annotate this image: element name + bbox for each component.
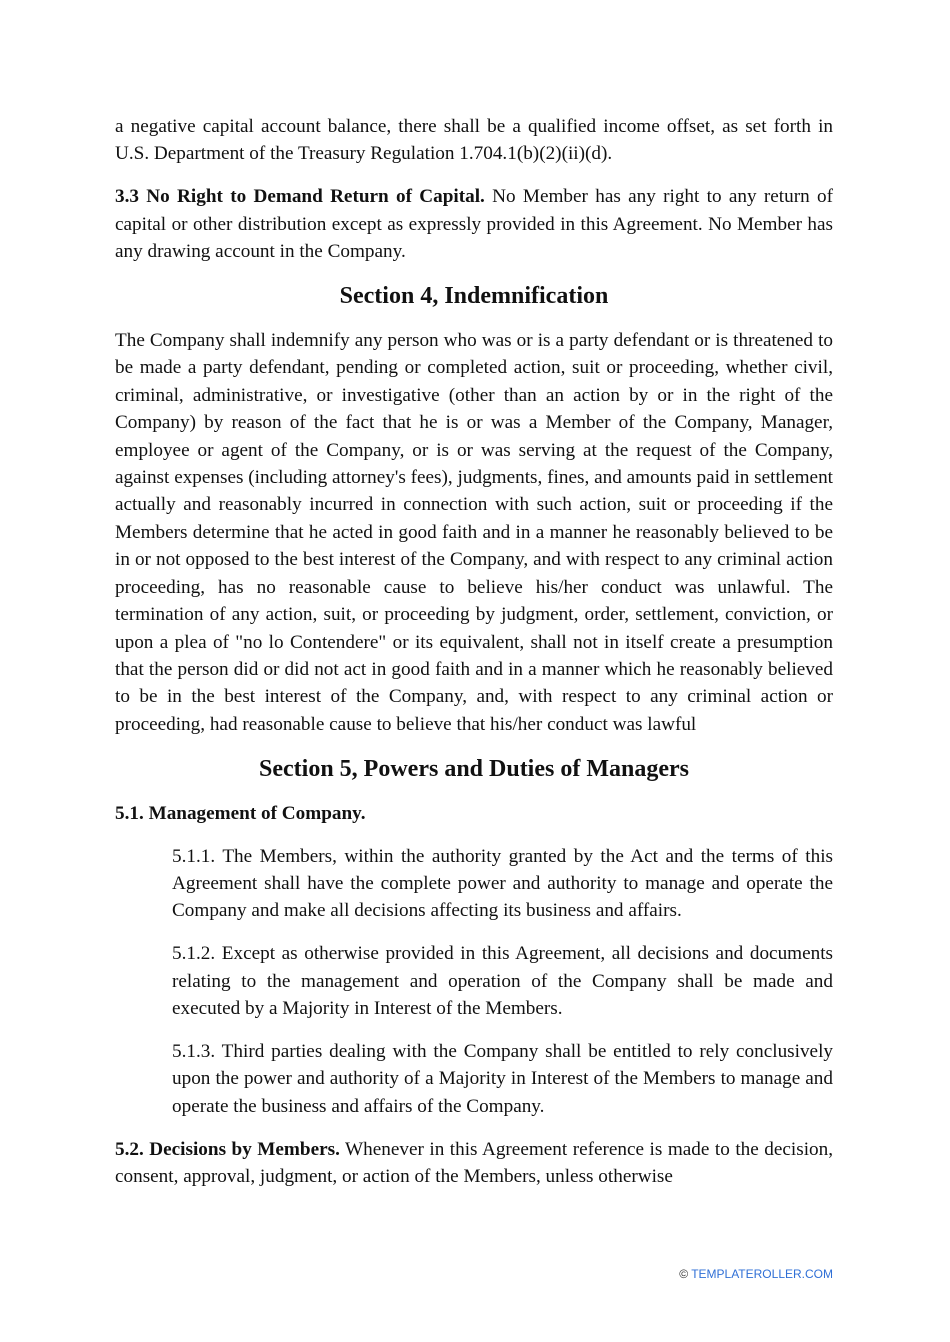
section-5-heading: Section 5, Powers and Duties of Managers [259, 755, 689, 782]
section-5-2-body: Whenever in this Agreement reference is made to the decision, consent, approval, judgment, or action of the Members, unless otherwise [115, 1138, 834, 1188]
templateroller-link[interactable]: TEMPLATEROLLER.COM [691, 1267, 833, 1281]
document-page [115, 113, 833, 1206]
section-5-1-title-text: 5.1. Management of Company. [115, 802, 366, 824]
section-4-heading: Section 4, Indemnification [339, 283, 609, 310]
section-3-3-body: No Member has any right to any return of capital or other distribution except as expressly provided in this Agreement. No Member has any drawing account in the Company. [115, 186, 833, 263]
section-5-1-1: 5.1.1. The Members, within the authority granted by the Act and the terms of this Agreement shall have the complete power and authority to manage and operate the Company and make all decisions affecting its business and affairs. [172, 845, 833, 922]
copyright-symbol: © [679, 1267, 689, 1281]
paragraph-capital-offset: a negative capital account balance, there shall be a qualified income offset, as set forth in U.S. Department of the Treasury Regulation 1.704.1(b)(2)(ii)(d). [115, 116, 833, 165]
section-5-2-title: 5.2. Decisions by Members. [115, 1138, 340, 1160]
section-5-1-title [115, 800, 833, 827]
paragraph-5-2 [115, 1136, 833, 1191]
section-3-3-title: 3.3 No Right to Demand Return of Capital. [115, 186, 485, 208]
section-5-1-3: 5.1.3. Third parties dealing with the Company shall be entitled to rely conclusively upon the power and authority of a Majority in Interest of the Members to manage and operate the business and affairs of the Company. [172, 1040, 833, 1117]
footer-watermark [679, 1267, 833, 1281]
paragraph-3-3 [115, 183, 833, 265]
section-4-body: The Company shall indemnify any person who was or is a party defendant or is threatened to be made a party defendant, pending or completed action, suit or proceeding, whether civil, criminal, administrative, or investigative (other than an action by or in the right of the Company) by reason of the fact that he is or was a Member of the Company, Manager, employee or agent of the Company, or is or was serving at the request of the Company, against expenses (including attorney's fees), judgments, fines, and amounts paid in settlement actually and reasonably incurred in connection with such action, suit or proceeding if the Members determine that he acted in good faith and in a manner he reasonably believed to be in or not opposed to the best interest of the Company, and with respect to any criminal action proceeding, has no reasonable cause to believe his/her conduct was unlawful. The termination of any action, suit, or proceeding by judgment, order, settlement, conviction, or upon a plea of "no lo Contendere" or its equivalent, shall not in itself create a presumption that the person did or did not act in good faith and in a manner which he reasonably believed to be in the best interest of the Company, and, with respect to any criminal action or proceeding, had reasonable cause to believe that his/her conduct was lawful [115, 330, 833, 735]
section-5-1-2: 5.1.2. Except as otherwise provided in this Agreement, all decisions and documents relating to the management and operation of the Company shall be made and executed by a Majority in Interest of the Members. [172, 943, 833, 1020]
